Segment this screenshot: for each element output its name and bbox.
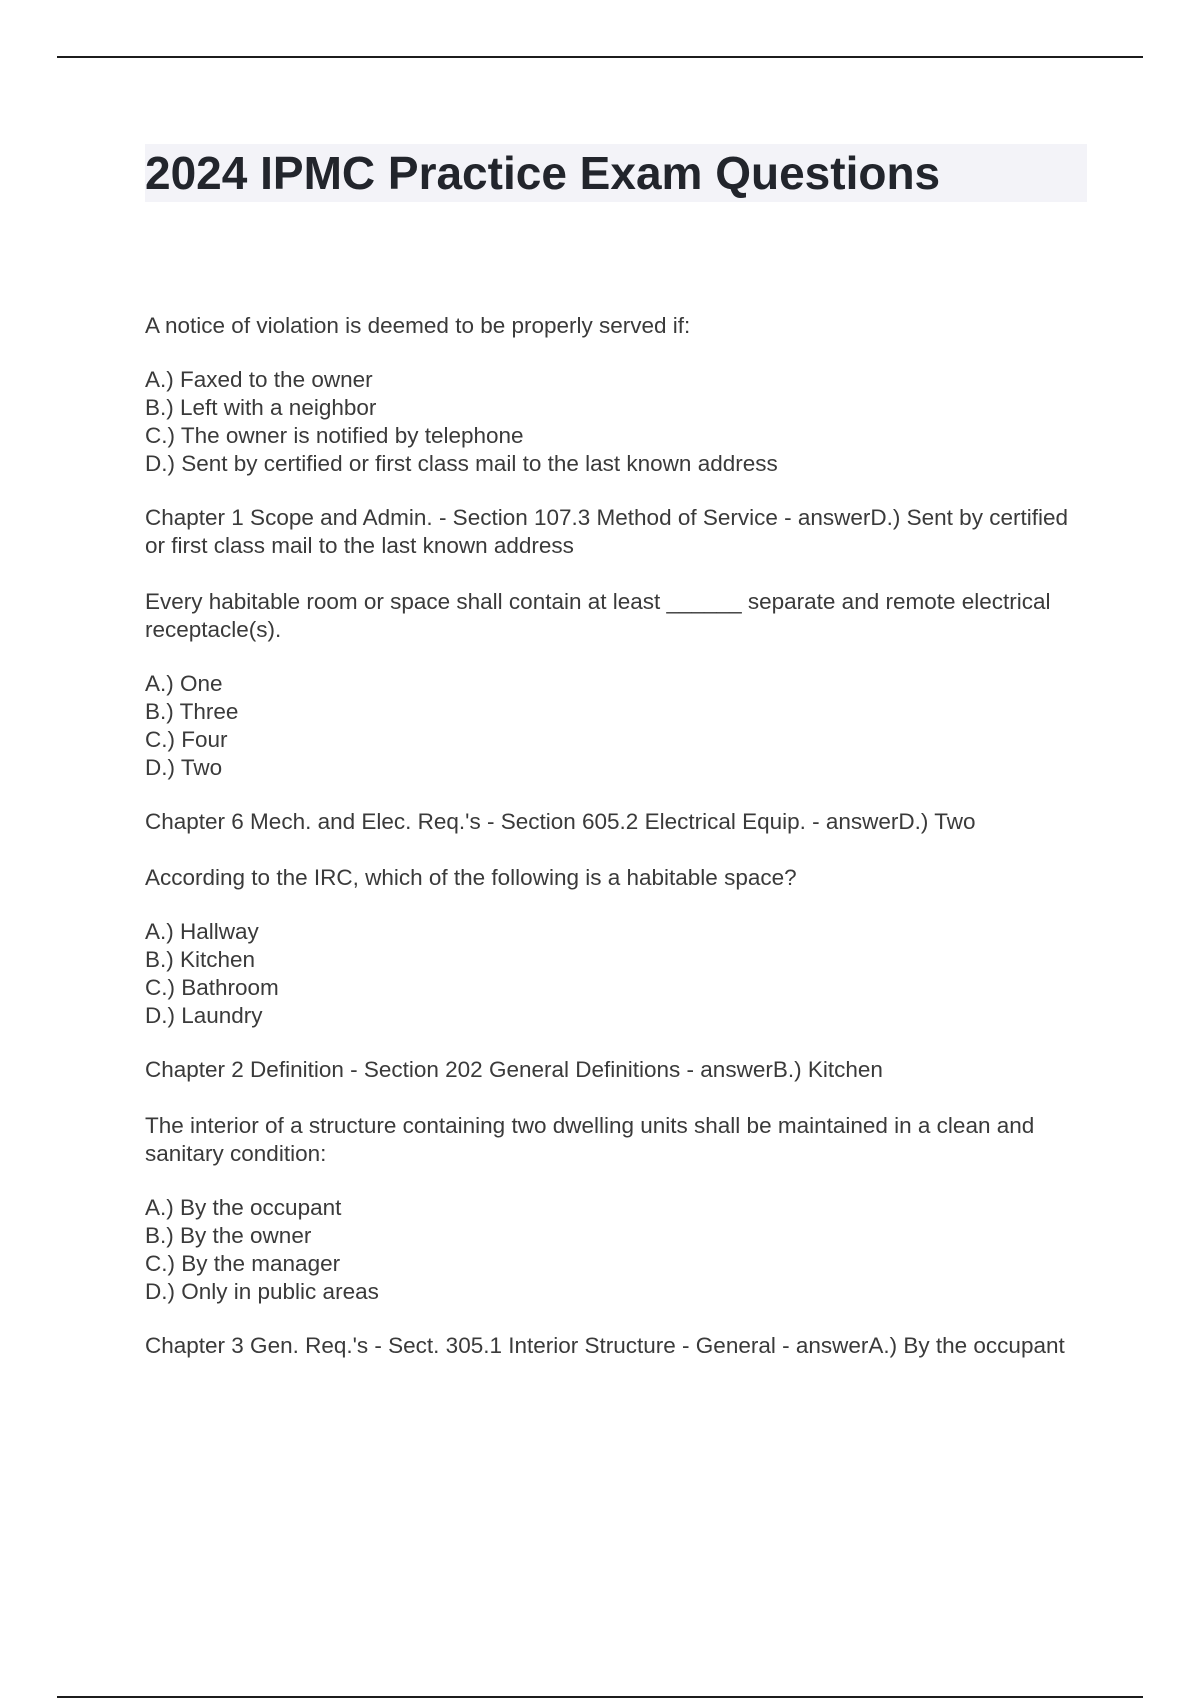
bottom-rule xyxy=(57,1696,1143,1698)
question-block xyxy=(145,312,1075,560)
answer-text: Chapter 6 Mech. and Elec. Req.'s - Section 605.2 Electrical Equip. - answerD.) Two xyxy=(145,809,976,834)
question-text: According to the IRC, which of the following is a habitable space? xyxy=(145,865,797,890)
question-text: A notice of violation is deemed to be properly served if: xyxy=(145,313,691,338)
option-item: B.) By the owner xyxy=(145,1223,312,1248)
option-item: D.) Sent by certified or first class mail to the last known address xyxy=(145,451,778,476)
answer-text: Chapter 2 Definition - Section 202 General Definitions - answerB.) Kitchen xyxy=(145,1057,883,1082)
question-text: Every habitable room or space shall contain at least ______ separate and remote electrical receptacle(s). xyxy=(145,589,1051,642)
question-block xyxy=(145,1112,1075,1360)
option-item: B.) Kitchen xyxy=(145,947,256,972)
page-title: 2024 IPMC Practice Exam Questions xyxy=(145,147,941,199)
option-item: A.) One xyxy=(145,671,223,696)
answer-text: Chapter 1 Scope and Admin. - Section 107.3 Method of Service - answerD.) Sent by certified or first class mail to the last known address xyxy=(145,505,1068,558)
answer-text: Chapter 3 Gen. Req.'s - Sect. 305.1 Interior Structure - General - answerA.) By the occupant xyxy=(145,1333,1065,1358)
option-list xyxy=(145,670,1075,782)
option-item: A.) Hallway xyxy=(145,919,259,944)
option-item: C.) Bathroom xyxy=(145,975,279,1000)
option-item: B.) Three xyxy=(145,699,239,724)
option-list xyxy=(145,918,1075,1030)
option-list xyxy=(145,366,1075,478)
option-item: A.) By the occupant xyxy=(145,1195,342,1220)
option-item: A.) Faxed to the owner xyxy=(145,367,373,392)
option-item: C.) By the manager xyxy=(145,1251,341,1276)
option-item: C.) Four xyxy=(145,727,228,752)
option-item: D.) Only in public areas xyxy=(145,1279,379,1304)
option-item: B.) Left with a neighbor xyxy=(145,395,377,420)
question-block xyxy=(145,588,1075,836)
option-list xyxy=(145,1194,1075,1306)
option-item: C.) The owner is notified by telephone xyxy=(145,423,524,448)
option-item: D.) Two xyxy=(145,755,223,780)
question-block xyxy=(145,864,1075,1084)
option-item: D.) Laundry xyxy=(145,1003,263,1028)
document-body xyxy=(145,312,1075,1388)
top-rule xyxy=(57,56,1143,58)
question-text: The interior of a structure containing two dwelling units shall be maintained in a clean and sanitary condition: xyxy=(145,1113,1035,1166)
